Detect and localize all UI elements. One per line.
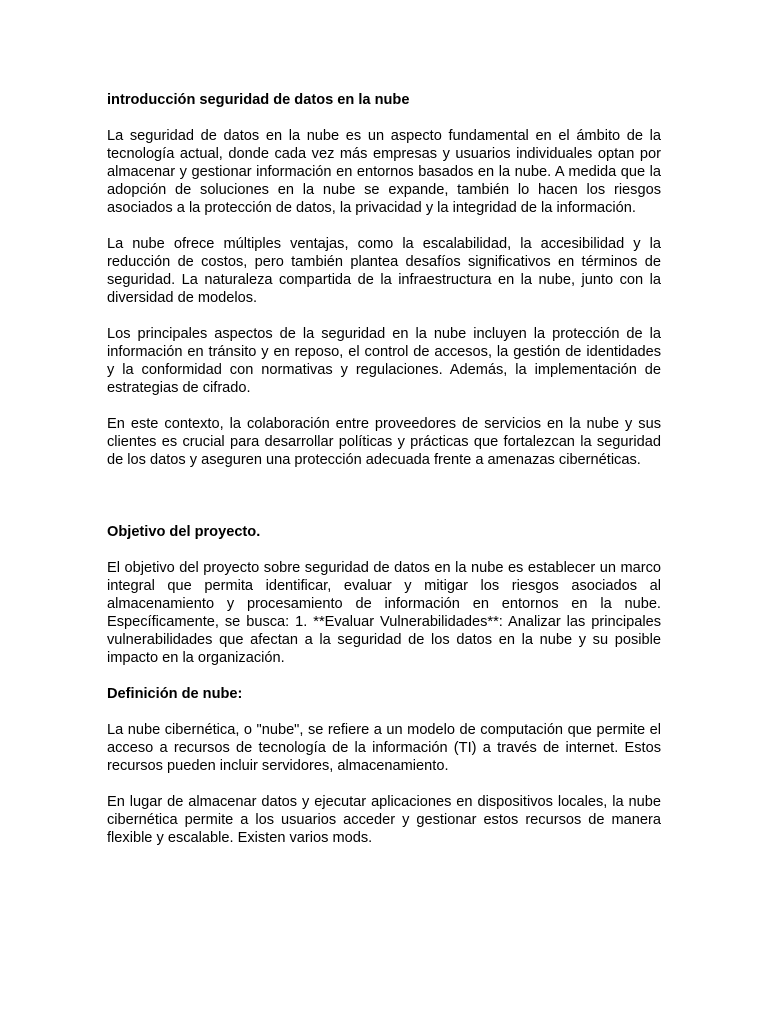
section-title-definicion: Definición de nube: [107,686,243,702]
paragraph-intro-1: La seguridad de datos en la nube es un aspecto fundamental en el ámbito de la tecnología actual, donde cada vez más empresas y usuarios individuales optan por almacenar y gestionar información en entornos basados en la nube. A medida que la adopción de soluciones en la nube se expande, también lo hacen los riesgos asociados a la protección de datos, la privacidad y la integridad de la información. [107,128,661,216]
section-title-objetivo: Objetivo del proyecto. [107,524,261,540]
paragraph-definicion-2: En lugar de almacenar datos y ejecutar aplicaciones en dispositivos locales, la nube cibernética permite a los usuarios acceder y gestionar estos recursos de manera flexible y escalable. Existen varios mods. [107,794,661,846]
paragraph-intro-2: La nube ofrece múltiples ventajas, como la escalabilidad, la accesibilidad y la reducción de costos, pero también plantea desafíos significativos en términos de seguridad. La naturaleza compartida de la infraestructura en la nube, junto con la diversidad de modelos. [107,236,661,306]
paragraph-intro-4: En este contexto, la colaboración entre proveedores de servicios en la nube y sus clientes es crucial para desarrollar políticas y prácticas que fortalezcan la seguridad de los datos y aseguren una protección adecuada frente a amenazas cibernéticas. [107,416,661,468]
paragraph-intro-3: Los principales aspectos de la seguridad en la nube incluyen la protección de la información en tránsito y en reposo, el control de accesos, la gestión de identidades y la conformidad con normativas y regulaciones. Además, la implementación de estrategias de cifrado. [107,326,661,396]
section-title-introduccion: introducción seguridad de datos en la nube [107,92,410,108]
paragraph-definicion-1: La nube cibernética, o "nube", se refiere a un modelo de computación que permite el acceso a recursos de tecnología de la información (TI) a través de internet. Estos recursos pueden incluir servidores, almacenamiento. [107,722,661,774]
paragraph-objetivo-1: El objetivo del proyecto sobre seguridad de datos en la nube es establecer un marco integral que permita identificar, evaluar y mitigar los riesgos asociados al almacenamiento y procesamiento de información en entornos en la nube. Específicamente, se busca: 1. **Evaluar Vulnerabilidades**: Analizar las principales vulnerabilidades que afectan a la seguridad de los datos en la nube y su posible impacto en la organización. [107,560,661,666]
document-page [107,91,661,847]
